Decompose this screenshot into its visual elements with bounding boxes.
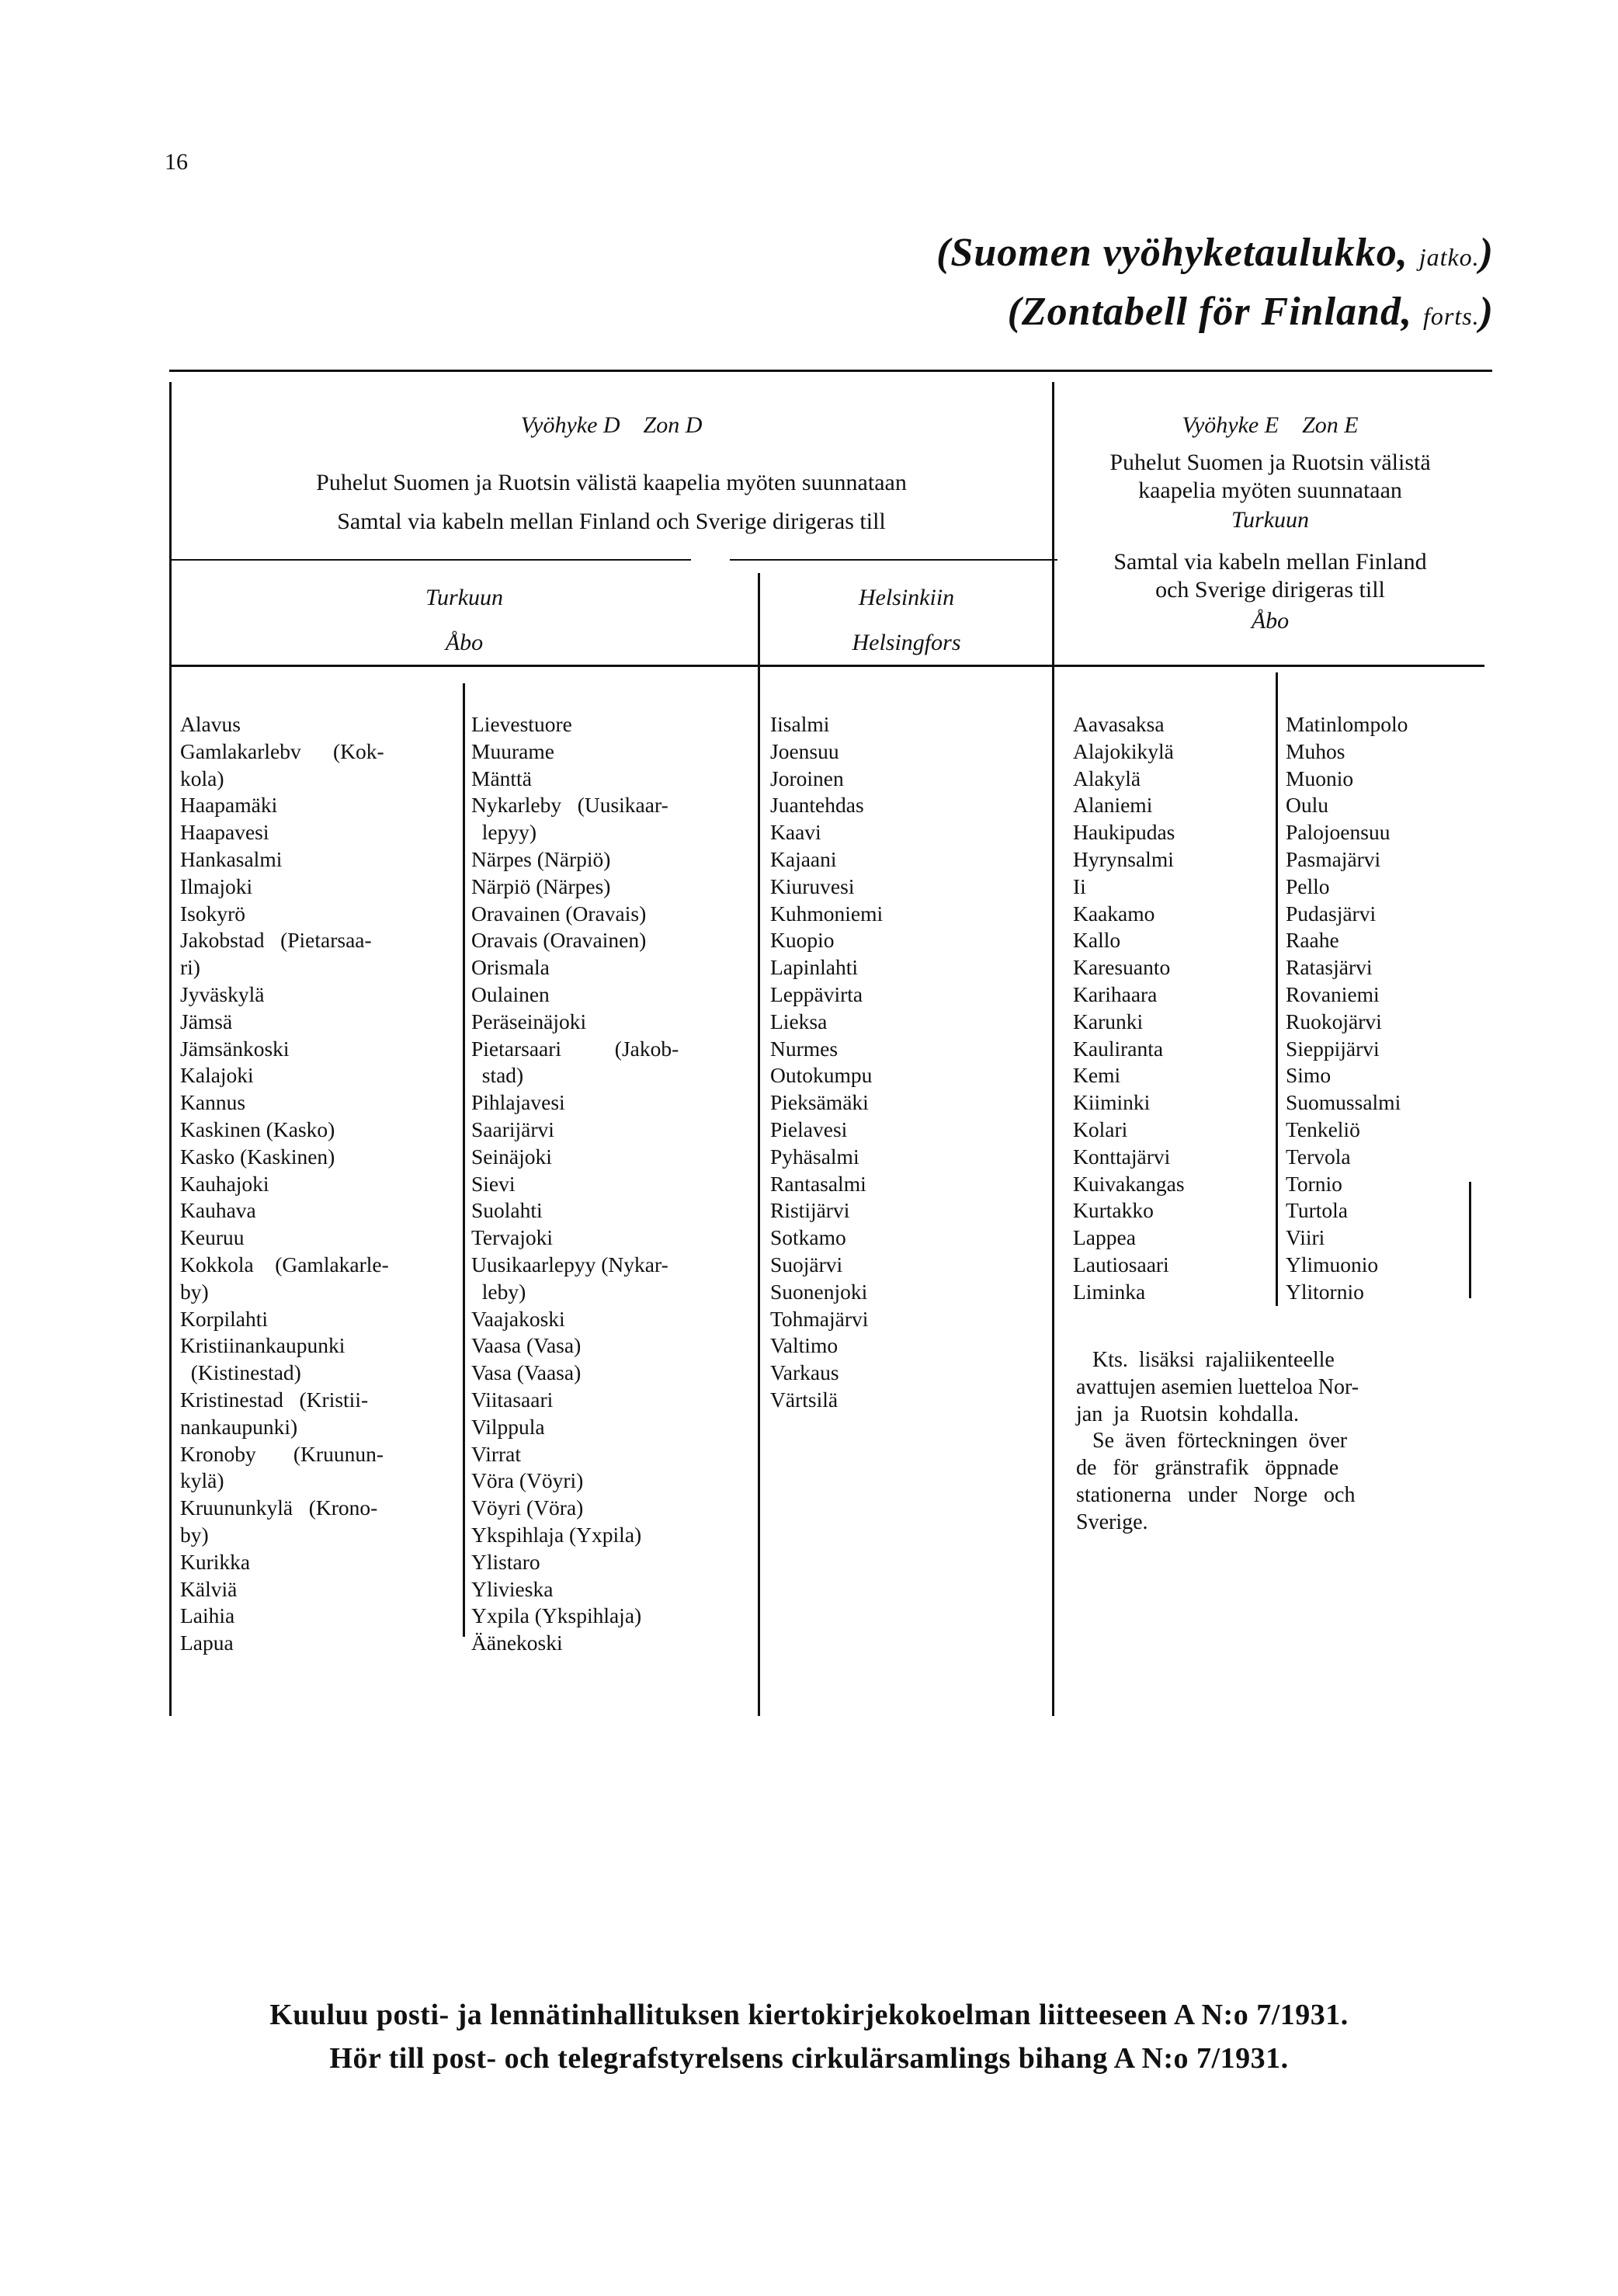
column-e-b [1286,711,1408,1306]
list-item: Pello [1286,874,1330,898]
zone-e-note [1076,1346,1359,1536]
d-turku-split [463,683,465,1637]
zone-d-destination-helsinki: Helsinkiin [858,585,955,610]
list-item: Virrat [471,1441,522,1466]
list-item: Sieppijärvi [1286,1036,1380,1061]
list-item: Lapinlahti [770,955,859,980]
list-item: Kiiminki [1073,1090,1151,1115]
list-item: Pudasjärvi [1286,901,1377,926]
list-item: Ylivieska [471,1576,554,1601]
list-item: lepyy) [471,820,537,845]
list-item: Kasko (Kaskinen) [180,1144,335,1169]
list-item: Kauhajoki [180,1171,269,1196]
zone-divider [1052,382,1054,1716]
list-item: Vöyri (Vöra) [471,1495,584,1520]
footer-finnish: Kuuluu posti- ja lennätinhallituksen kiertokirjekokoelman liitteeseen A N:o 7/1931. [269,1999,1349,2031]
list-item: Isokyrö [180,901,246,926]
list-item: leby) [471,1279,526,1304]
zone-d-subheader-rule-right [730,559,1057,561]
list-item: Yxpila (Ykspihlaja) [471,1603,642,1628]
title-swedish-main: (Zontabell för Finland, [1007,290,1423,334]
list-item: by) [180,1279,209,1304]
list-item: Kurikka [180,1549,251,1574]
list-item: Muhos [1286,738,1345,763]
list-item: Karesuanto [1073,955,1171,980]
list-item: Kristinestad (Kristii- [180,1387,369,1412]
list-item: Ristijärvi [770,1198,850,1223]
list-item: Haapavesi [180,820,269,845]
list-item: Muurame [471,738,554,763]
list-item: Ilmajoki [180,874,253,898]
list-item: (Kistinestad) [180,1360,301,1385]
list-item: Alajokikylä [1073,738,1174,763]
list-item: kylä) [180,1468,224,1493]
title-finnish-main: (Suomen vyöhyketaulukko, [936,231,1419,275]
list-item: Viiri [1286,1225,1325,1250]
list-item: Raahe [1286,928,1339,953]
list-item: Lapua [180,1631,234,1655]
list-item: kola) [180,766,224,790]
list-item: Saarijärvi [471,1117,554,1141]
list-item: Korpilahti [180,1306,269,1331]
list-item: Kurtakko [1073,1198,1154,1223]
list-item: Joroinen [770,766,844,790]
list-item: Alaniemi [1073,793,1153,818]
title-finnish-end: ) [1479,231,1494,275]
list-item: Sievi [471,1171,516,1196]
list-item: Vaajakoski [471,1306,565,1331]
list-item: Alakylä [1073,766,1141,790]
list-item: Oulainen [471,981,550,1006]
list-item: Nurmes [770,1036,839,1061]
list-item: Iisalmi [770,712,830,736]
list-item: Sverige. [1076,1509,1148,1534]
list-item: Kristiinankaupunki [180,1333,345,1358]
e-column-divider [1276,672,1278,1306]
e-right-border [1469,1182,1471,1298]
list-item: Lautiosaari [1073,1252,1169,1277]
zone-e-description-sv-1: Samtal via kabeln mellan Finland [1113,549,1427,575]
list-item: Konttajärvi [1073,1144,1171,1169]
list-item: Outokumpu [770,1063,873,1088]
list-item: Kaakamo [1073,901,1155,926]
list-item: Liminka [1073,1279,1146,1304]
table-left-border [169,382,172,1716]
list-item: Oulu [1286,793,1328,818]
footer-swedish: Hör till post- och telegrafstyrelsens cirkulärsamlings bihang A N:o 7/1931. [329,2042,1289,2075]
zone-d-destination-turku: Turkuun [425,585,504,610]
list-item: Vilppula [471,1414,545,1439]
list-item: Kaskinen (Kasko) [180,1117,335,1141]
list-item: Pihlajavesi [471,1090,565,1115]
list-item: Kuhmoniemi [770,901,884,926]
list-item: Tenkeliö [1286,1117,1360,1141]
list-item: Kajaani [770,846,837,871]
list-item: Sotkamo [770,1225,846,1250]
list-item: stationerna under Norge och [1076,1482,1356,1507]
title-finnish-small: jatko. [1418,243,1480,271]
list-item: Juantehdas [770,793,864,818]
list-item: Tornio [1286,1171,1342,1196]
list-item: Rovaniemi [1286,981,1380,1006]
list-item: Varkaus [770,1360,839,1385]
list-item: Kuopio [770,928,835,953]
list-item: Jämsä [180,1009,233,1033]
title-swedish-end: ) [1479,290,1494,334]
list-item: Kälviä [180,1576,238,1601]
list-item: Tohmajärvi [770,1306,869,1331]
list-item: Vasa (Vaasa) [471,1360,582,1385]
list-item: ri) [180,955,200,980]
list-item: Kallo [1073,928,1121,953]
list-item: Närpes (Närpiö) [471,846,611,871]
list-item: Jyväskylä [180,981,265,1006]
list-item: Laihia [180,1603,235,1628]
list-item: Pietarsaari (Jakob- [471,1036,679,1061]
list-item: Valtimo [770,1333,839,1358]
column-d-turku-b [471,711,679,1657]
list-item: jan ja Ruotsin kohdalla. [1076,1402,1299,1426]
list-item: Muonio [1286,766,1354,790]
list-item: Ylistaro [471,1549,540,1574]
list-item: by) [180,1522,209,1547]
list-item: Kronoby (Kruunun- [180,1441,384,1466]
list-item: Uusikaarlepyy (Nykar- [471,1252,668,1277]
list-item: Karunki [1073,1009,1144,1033]
list-item: Lievestuore [471,712,572,736]
list-item: Värtsilä [770,1387,839,1412]
list-item: Keuruu [180,1225,245,1250]
list-item: Jämsänkoski [180,1036,290,1061]
list-item: Matinlompolo [1286,712,1408,736]
list-item: Suolahti [471,1198,543,1223]
zone-e-description-fi-2: kaapelia myöten suunnataan [1138,478,1402,503]
list-item: Kts. lisäksi rajaliikenteelle [1076,1348,1335,1372]
list-item: Karihaara [1073,981,1158,1006]
list-item: Ylimuonio [1286,1252,1379,1277]
list-item: Nykarleby (Uusikaar- [471,793,668,818]
list-item: Pasmajärvi [1286,846,1381,871]
list-item: Turtola [1286,1198,1348,1223]
list-item: Lappea [1073,1225,1136,1250]
list-item: Pielavesi [770,1117,848,1141]
list-item: Suomussalmi [1286,1090,1401,1115]
list-item: Tervola [1286,1144,1351,1169]
list-item: Kannus [180,1090,246,1115]
list-item: Seinäjoki [471,1144,552,1169]
list-item: Se även förteckningen över [1076,1429,1348,1454]
list-item: nankaupunki) [180,1414,298,1439]
zone-d-description-sv: Samtal via kabeln mellan Finland och Sverige dirigeras till [337,509,886,534]
list-item: Pyhäsalmi [770,1144,859,1169]
list-item: Ruokojärvi [1286,1009,1382,1033]
list-item: Alavus [180,712,241,736]
list-item: Oravainen (Oravais) [471,901,647,926]
zone-e-destination-abo: Åbo [1251,608,1290,634]
list-item: Pieksämäki [770,1090,869,1115]
list-item: Leppävirta [770,981,863,1006]
list-item: Kuivakangas [1073,1171,1185,1196]
list-item: Kalajoki [180,1063,254,1088]
list-item: Suonenjoki [770,1279,868,1304]
list-item: Jakobstad (Pietarsaa- [180,928,372,953]
list-item: Äänekoski [471,1631,563,1655]
list-item: stad) [471,1063,524,1088]
list-item: Kiuruvesi [770,874,855,898]
list-item: Suojärvi [770,1252,843,1277]
list-item: Hankasalmi [180,846,283,871]
list-item: Hyrynsalmi [1073,846,1174,871]
title-swedish-small: forts. [1422,302,1480,330]
column-d-helsinki [770,711,883,1414]
column-e-a [1073,711,1185,1306]
list-item: avattujen asemien luetteloa Nor- [1076,1374,1359,1399]
list-item: Haapamäki [180,793,278,818]
list-item: Tervajoki [471,1225,553,1250]
table-header-rule [169,665,1484,667]
table-top-rule [169,370,1492,372]
list-item: Haukipudas [1073,820,1175,845]
list-item: Oravais (Oravainen) [471,928,647,953]
zone-d-subheader-rule-left [169,559,691,561]
list-item: Ykspihlaja (Yxpila) [471,1522,642,1547]
list-item: Aavasaksa [1073,712,1165,736]
list-item: Ylitornio [1286,1279,1364,1304]
list-item: Palojoensuu [1286,820,1391,845]
zone-d-destination-helsingfors: Helsingfors [852,630,961,655]
list-item: Närpiö (Närpes) [471,874,611,898]
list-item: Kemi [1073,1063,1121,1088]
title-finnish [936,230,1494,276]
list-item: Ratasjärvi [1286,955,1373,980]
zone-e-label: Vyöhyke E Zon E [1182,412,1359,438]
list-item: Kruununkylä (Krono- [180,1495,378,1520]
column-d-turku-a [180,711,389,1657]
list-item: Kauliranta [1073,1036,1164,1061]
d-column-divider [758,573,760,1716]
zone-d-destination-abo: Åbo [445,630,484,655]
zone-e-description-fi-1: Puhelut Suomen ja Ruotsin välistä [1109,450,1431,475]
list-item: Viitasaari [471,1387,554,1412]
zone-e-description-sv-2: och Sverige dirigeras till [1155,577,1385,603]
zone-d-label: Vyöhyke D Zon D [520,412,703,438]
list-item: de för gränstrafik öppnade [1076,1456,1339,1481]
zone-e-destination-turku: Turkuun [1231,507,1310,533]
list-item: Kaavi [770,820,821,845]
page-number: 16 [165,149,188,175]
list-item: Ii [1073,874,1086,898]
list-item: Peräseinäjoki [471,1009,587,1033]
list-item: Kolari [1073,1117,1128,1141]
list-item: Orismala [471,955,550,980]
list-item: Lieksa [770,1009,828,1033]
title-swedish [1008,289,1494,335]
list-item: Vöra (Vöyri) [471,1468,584,1493]
list-item: Rantasalmi [770,1171,866,1196]
list-item: Joensuu [770,738,839,763]
list-item: Gamlakarlebv (Kok- [180,738,384,763]
list-item: Mänttä [471,766,532,790]
list-item: Simo [1286,1063,1332,1088]
list-item: Kokkola (Gamlakarle- [180,1252,389,1277]
zone-d-description-fi: Puhelut Suomen ja Ruotsin välistä kaapelia myöten suunnataan [316,470,907,495]
list-item: Vaasa (Vasa) [471,1333,582,1358]
list-item: Kauhava [180,1198,256,1223]
